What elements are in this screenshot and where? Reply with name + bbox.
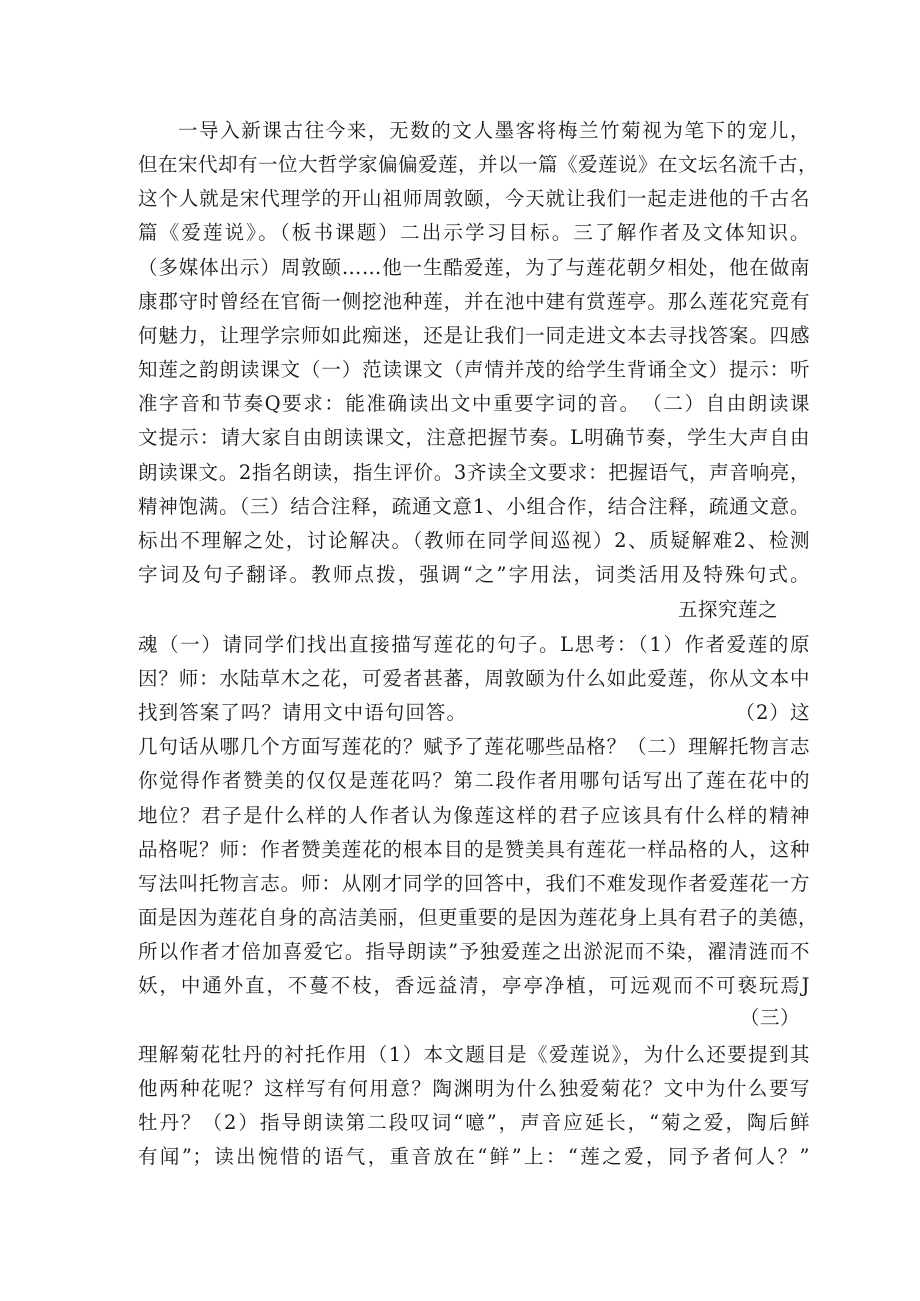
text-line: 篇《爱莲说》。（板书课题）二出示学习目标。三了解作者及文体知识。 [138, 221, 810, 244]
text-line: 他两种花呢？这样写有何用意？陶渊明为什么独爱菊花？文中为什么要写 [138, 1077, 810, 1100]
text-line: 准字音和节奏Q要求：能准确读出文中重要字词的音。 （二）自由朗读课 [138, 392, 810, 415]
text-line: 地位？君子是什么样的人作者认为像莲这样的君子应该具有什么样的精神 [138, 804, 810, 827]
text-line: 何魅力，让理学宗师如此痴迷，还是让我们一同走进文本去寻找答案。四感 [138, 324, 810, 347]
text-line: （多媒体出示）周敦颐……他一生酷爱莲，为了与莲花朝夕相处，他在做南 [138, 256, 810, 279]
text-line: 但在宋代却有一位大哲学家偏偏爱莲，并以一篇《爱莲说》在文坛名流千古， [138, 153, 819, 176]
section-heading-line: 五探究莲之 [677, 598, 778, 621]
text-line: 朗读课文。2指名朗读，指生评价。3齐读全文要求：把握语气，声音响亮， [138, 461, 810, 484]
text-line: 字词及句子翻译。教师点拨，强调“之”字用法，词类活用及特殊句式。 [138, 563, 810, 586]
text-line: 一导入新课古往今来，无数的文人墨客将梅兰竹菊视为笔下的宠儿， [178, 119, 810, 142]
text-line: 知莲之韵朗读课文（一）范读课文（声情并茂的给学生背诵全文）提示：听 [138, 358, 810, 381]
text-line: 这个人就是宋代理学的开山祖师周敦颐，今天就让我们一起走进他的千古名 [138, 187, 810, 210]
section-marker-line: （三） [739, 1006, 800, 1029]
text-line: 因？师：水陆草木之花，可爱者甚蕃，周敦颐为什么如此爱莲，你从文本中 [138, 667, 810, 690]
text-line: 魂（一）请同学们找出直接描写莲花的句子。L思考：（1）作者爱莲的原 [138, 633, 810, 656]
text-line: 标出不理解之处，讨论解决。（教师在同学间巡视）2、质疑解难2、检测 [138, 529, 810, 552]
text-line: 找到答案了吗？请用文中语句回答。 （2）这 [138, 701, 810, 724]
text-line: 牡丹？（2）指导朗读第二段叹词“噫”，声音应延长，“菊之爱，陶后鲜 [138, 1111, 810, 1134]
text-line: 有闻”；读出惋惜的语气，重音放在“鲜”上：“莲之爱，同予者何人？” [138, 1145, 810, 1168]
text-line: 写法叫托物言志。师：从刚才同学的回答中，我们不难发现作者爱莲花一方 [138, 872, 810, 895]
text-line: 理解菊花牡丹的衬托作用（1）本文题目是《爱莲说》，为什么还要提到其 [138, 1043, 810, 1066]
text-line: 文提示：请大家自由朗读课文，注意把握节奏。L明确节奏，学生大声自由 [138, 426, 810, 449]
text-line: 妖，中通外直，不蔓不枝，香远益清，亭亭净植，可远观而不可亵玩焉J [138, 974, 810, 997]
text-line: 精神饱满。（三）结合注释，疏通文意1、小组合作，结合注释，疏通文意。 [138, 495, 810, 518]
text-line: 品格呢？师：作者赞美莲花的根本目的是赞美具有莲花一样品格的人，这种 [138, 838, 810, 861]
text-line: 你觉得作者赞美的仅仅是莲花吗？第二段作者用哪句话写出了莲在花中的 [138, 769, 810, 792]
text-line: 所以作者才倍加喜爱它。指导朗读”予独爱莲之出淤泥而不染，濯清涟而不 [138, 940, 810, 963]
text-line: 康郡守时曾经在官衙一侧挖池种莲，并在池中建有赏莲亭。那么莲花究竟有 [138, 290, 810, 313]
text-line: 面是因为莲花自身的高洁美丽，但更重要的是因为莲花身上具有君子的美德， [138, 906, 819, 929]
text-line: 几句话从哪几个方面写莲花的？赋予了莲花哪些品格？（二）理解托物言志 [138, 735, 810, 758]
